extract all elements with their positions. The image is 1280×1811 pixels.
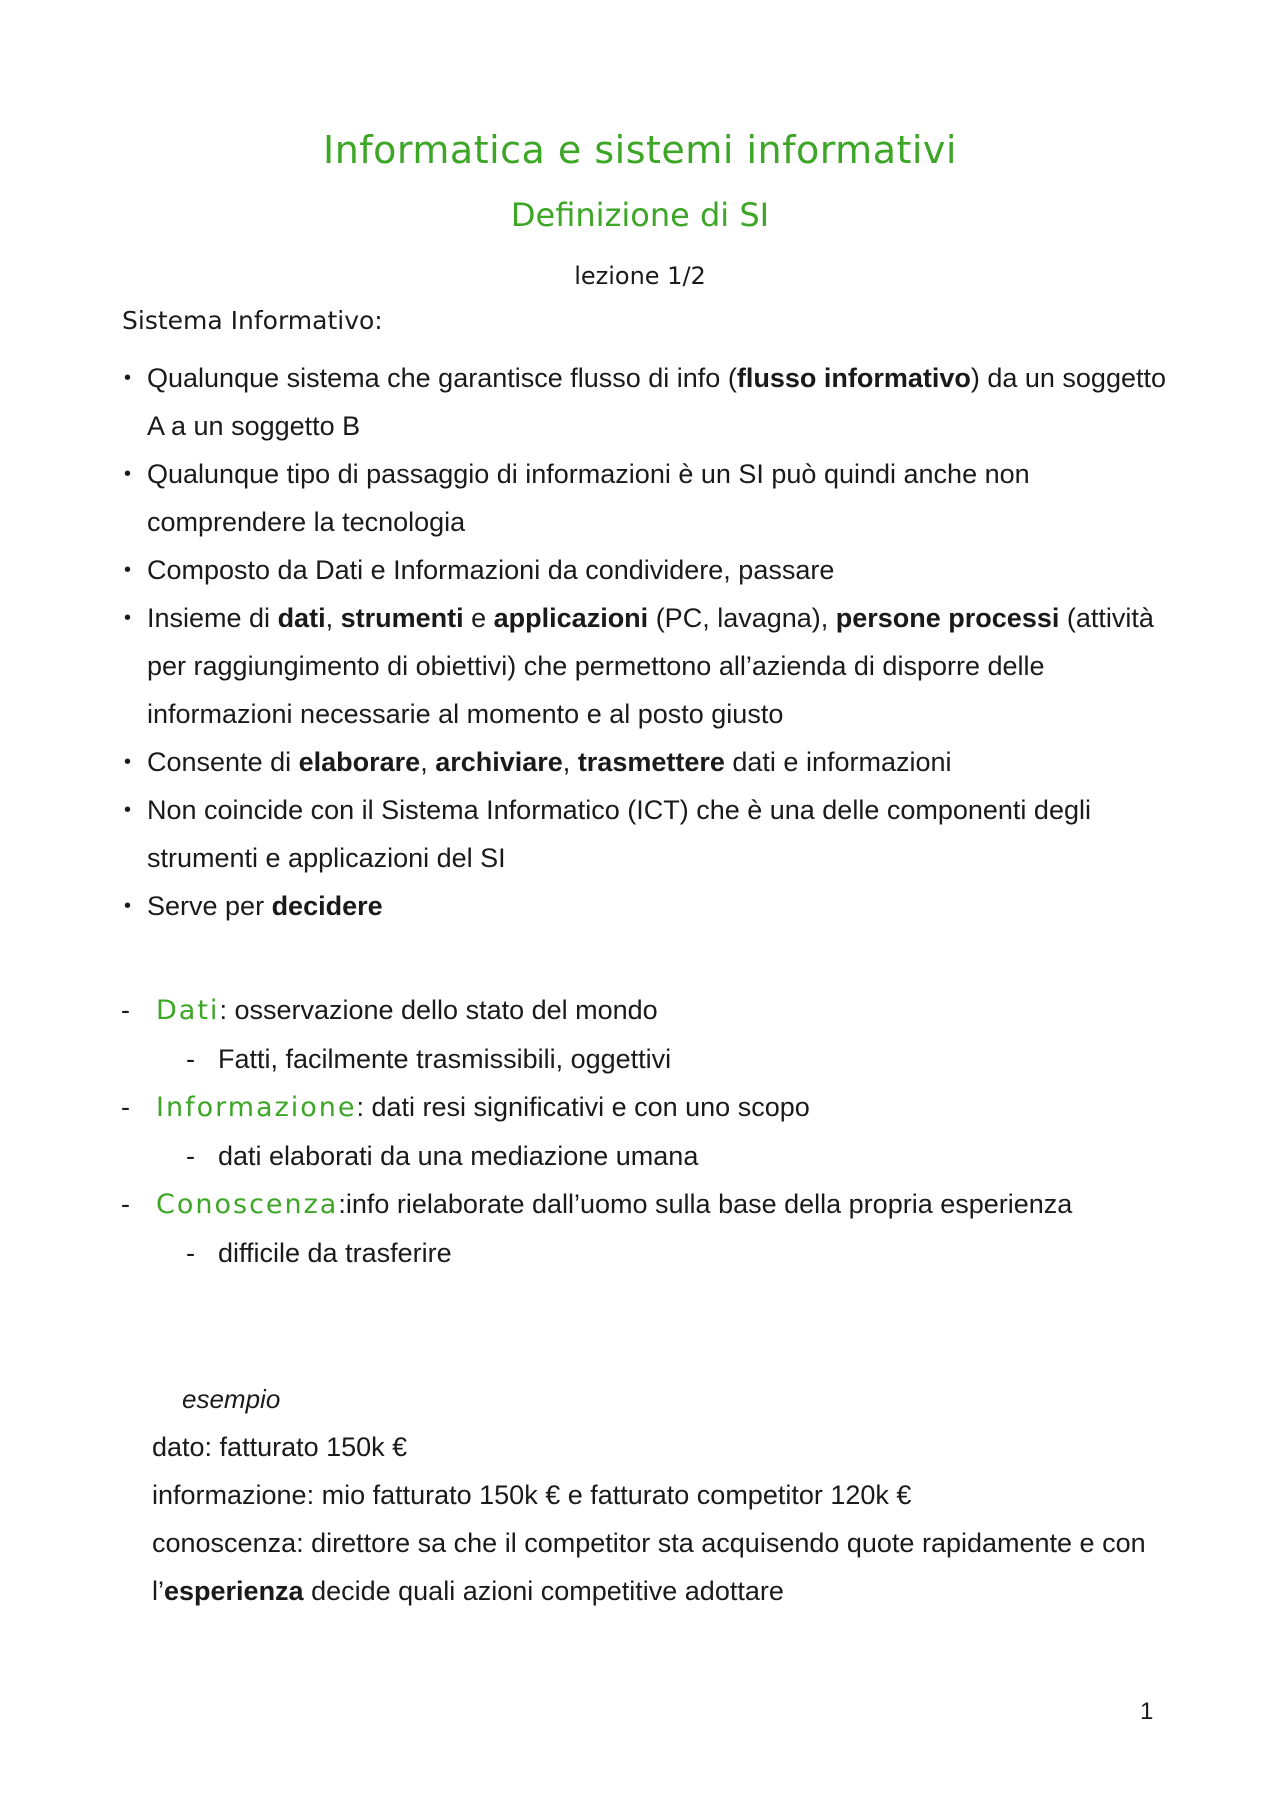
bullet-text: dati e informazioni [724, 747, 952, 777]
definition-subtext: dati elaborati da una mediazione umana [218, 1141, 699, 1171]
example-label: esempio [182, 1384, 281, 1414]
definition-subtext: difficile da trasferire [218, 1238, 452, 1268]
bullet-text: Non coincide con il Sistema Informatico (ICT) che è una delle componenti degli strumenti e applicazioni del SI [147, 795, 1091, 873]
bullet-item [118, 738, 1178, 786]
definitions-list [118, 986, 1178, 1277]
bullet-bold-text: trasmettere [577, 747, 725, 777]
bullet-text: Composto da Dati e Informazioni da condividere, passare [147, 555, 835, 585]
page-number: 1 [1140, 1698, 1154, 1725]
bullet-text: (attività per raggiungimento di obiettivi) che permettono all’azienda di disporre delle informazioni necessarie al momento e al posto giusto [147, 603, 1154, 729]
bullet-bold-text: archiviare [435, 747, 563, 777]
bullet-dot-icon: • [124, 895, 132, 917]
bullet-text: (PC, lavagna), [648, 603, 836, 633]
bullet-text: , [325, 603, 341, 633]
definition-subtext: Fatti, facilmente trasmissibili, oggettivi [218, 1044, 672, 1074]
bullet-text: Insieme di [147, 603, 278, 633]
example-conoscenza [152, 1519, 1212, 1615]
section-heading: Sistema Informativo: [122, 306, 383, 335]
example-conoscenza-bold: esperienza [164, 1576, 304, 1606]
bullet-dot-icon: • [124, 559, 132, 581]
example-conoscenza-text: conoscenza: direttore sa che il competitor sta acquisendo quote rapidamente e con l’ [152, 1528, 1146, 1606]
bullet-dot-icon: • [124, 799, 132, 821]
bullet-bold-text: applicazioni [493, 603, 649, 633]
page-title: Informatica e sistemi informativi [323, 128, 957, 172]
bullet-bold-text: elaborare [298, 747, 421, 777]
bullet-item [118, 786, 1178, 882]
bullet-text: Consente di [147, 747, 299, 777]
example-dato: dato: fatturato 150k € [152, 1432, 408, 1462]
example-conoscenza-tail: decide quali azioni competitive adottare [303, 1576, 784, 1606]
definition-text: : osservazione dello stato del mondo [219, 995, 658, 1025]
bullet-dot-icon: • [124, 463, 132, 485]
bullet-item [118, 546, 1178, 594]
bullet-bold-text: strumenti [340, 603, 464, 633]
definition-text: : dati resi significativi e con uno scopo [356, 1092, 810, 1122]
dash-icon: - [121, 995, 130, 1025]
bullet-bold-text: persone processi [835, 603, 1060, 633]
definition-item [118, 1083, 1178, 1132]
dash-icon: - [186, 1141, 195, 1171]
bullet-bold-text: dati [277, 603, 326, 633]
bullet-dot-icon: • [124, 367, 132, 389]
bullet-item [118, 594, 1178, 738]
bullet-text: e [463, 603, 494, 633]
definition-item [118, 986, 1178, 1035]
bullet-dot-icon: • [124, 751, 132, 773]
bullet-item [118, 882, 1178, 930]
bullet-text: Qualunque sistema che garantisce flusso di info ( [147, 363, 737, 393]
dash-icon: - [121, 1092, 130, 1122]
bullet-text: Serve per [147, 891, 272, 921]
definition-subitem [118, 1229, 1178, 1277]
bullet-item [118, 354, 1178, 450]
definition-item [118, 1180, 1178, 1229]
bullet-text: ) da un soggetto A a un soggetto B [147, 363, 1167, 441]
definition-term: Conoscenza [156, 1189, 339, 1220]
lesson-label: lezione 1/2 [574, 262, 706, 290]
bullet-dot-icon: • [124, 607, 132, 629]
bullet-text: Qualunque tipo di passaggio di informazioni è un SI può quindi anche non comprendere la tecnologia [147, 459, 1030, 537]
bullet-item [118, 450, 1178, 546]
bullet-text: , [562, 747, 578, 777]
page-subtitle: Definizione di SI [510, 196, 770, 234]
bullet-bold-text: flusso informativo [736, 363, 971, 393]
dash-icon: - [186, 1238, 195, 1268]
definition-text: :info rielaborate dall’uomo sulla base della propria esperienza [338, 1189, 1073, 1219]
example-block [152, 1375, 1212, 1615]
dash-icon: - [121, 1189, 130, 1219]
bullet-list [118, 354, 1178, 930]
definition-subitem [118, 1035, 1178, 1083]
example-informazione: informazione: mio fatturato 150k € e fatturato competitor 120k € [152, 1480, 912, 1510]
definition-subitem [118, 1132, 1178, 1180]
bullet-text: , [420, 747, 436, 777]
definition-term: Informazione [156, 1092, 357, 1123]
definition-term: Dati [156, 995, 220, 1026]
dash-icon: - [186, 1044, 195, 1074]
bullet-bold-text: decidere [271, 891, 383, 921]
